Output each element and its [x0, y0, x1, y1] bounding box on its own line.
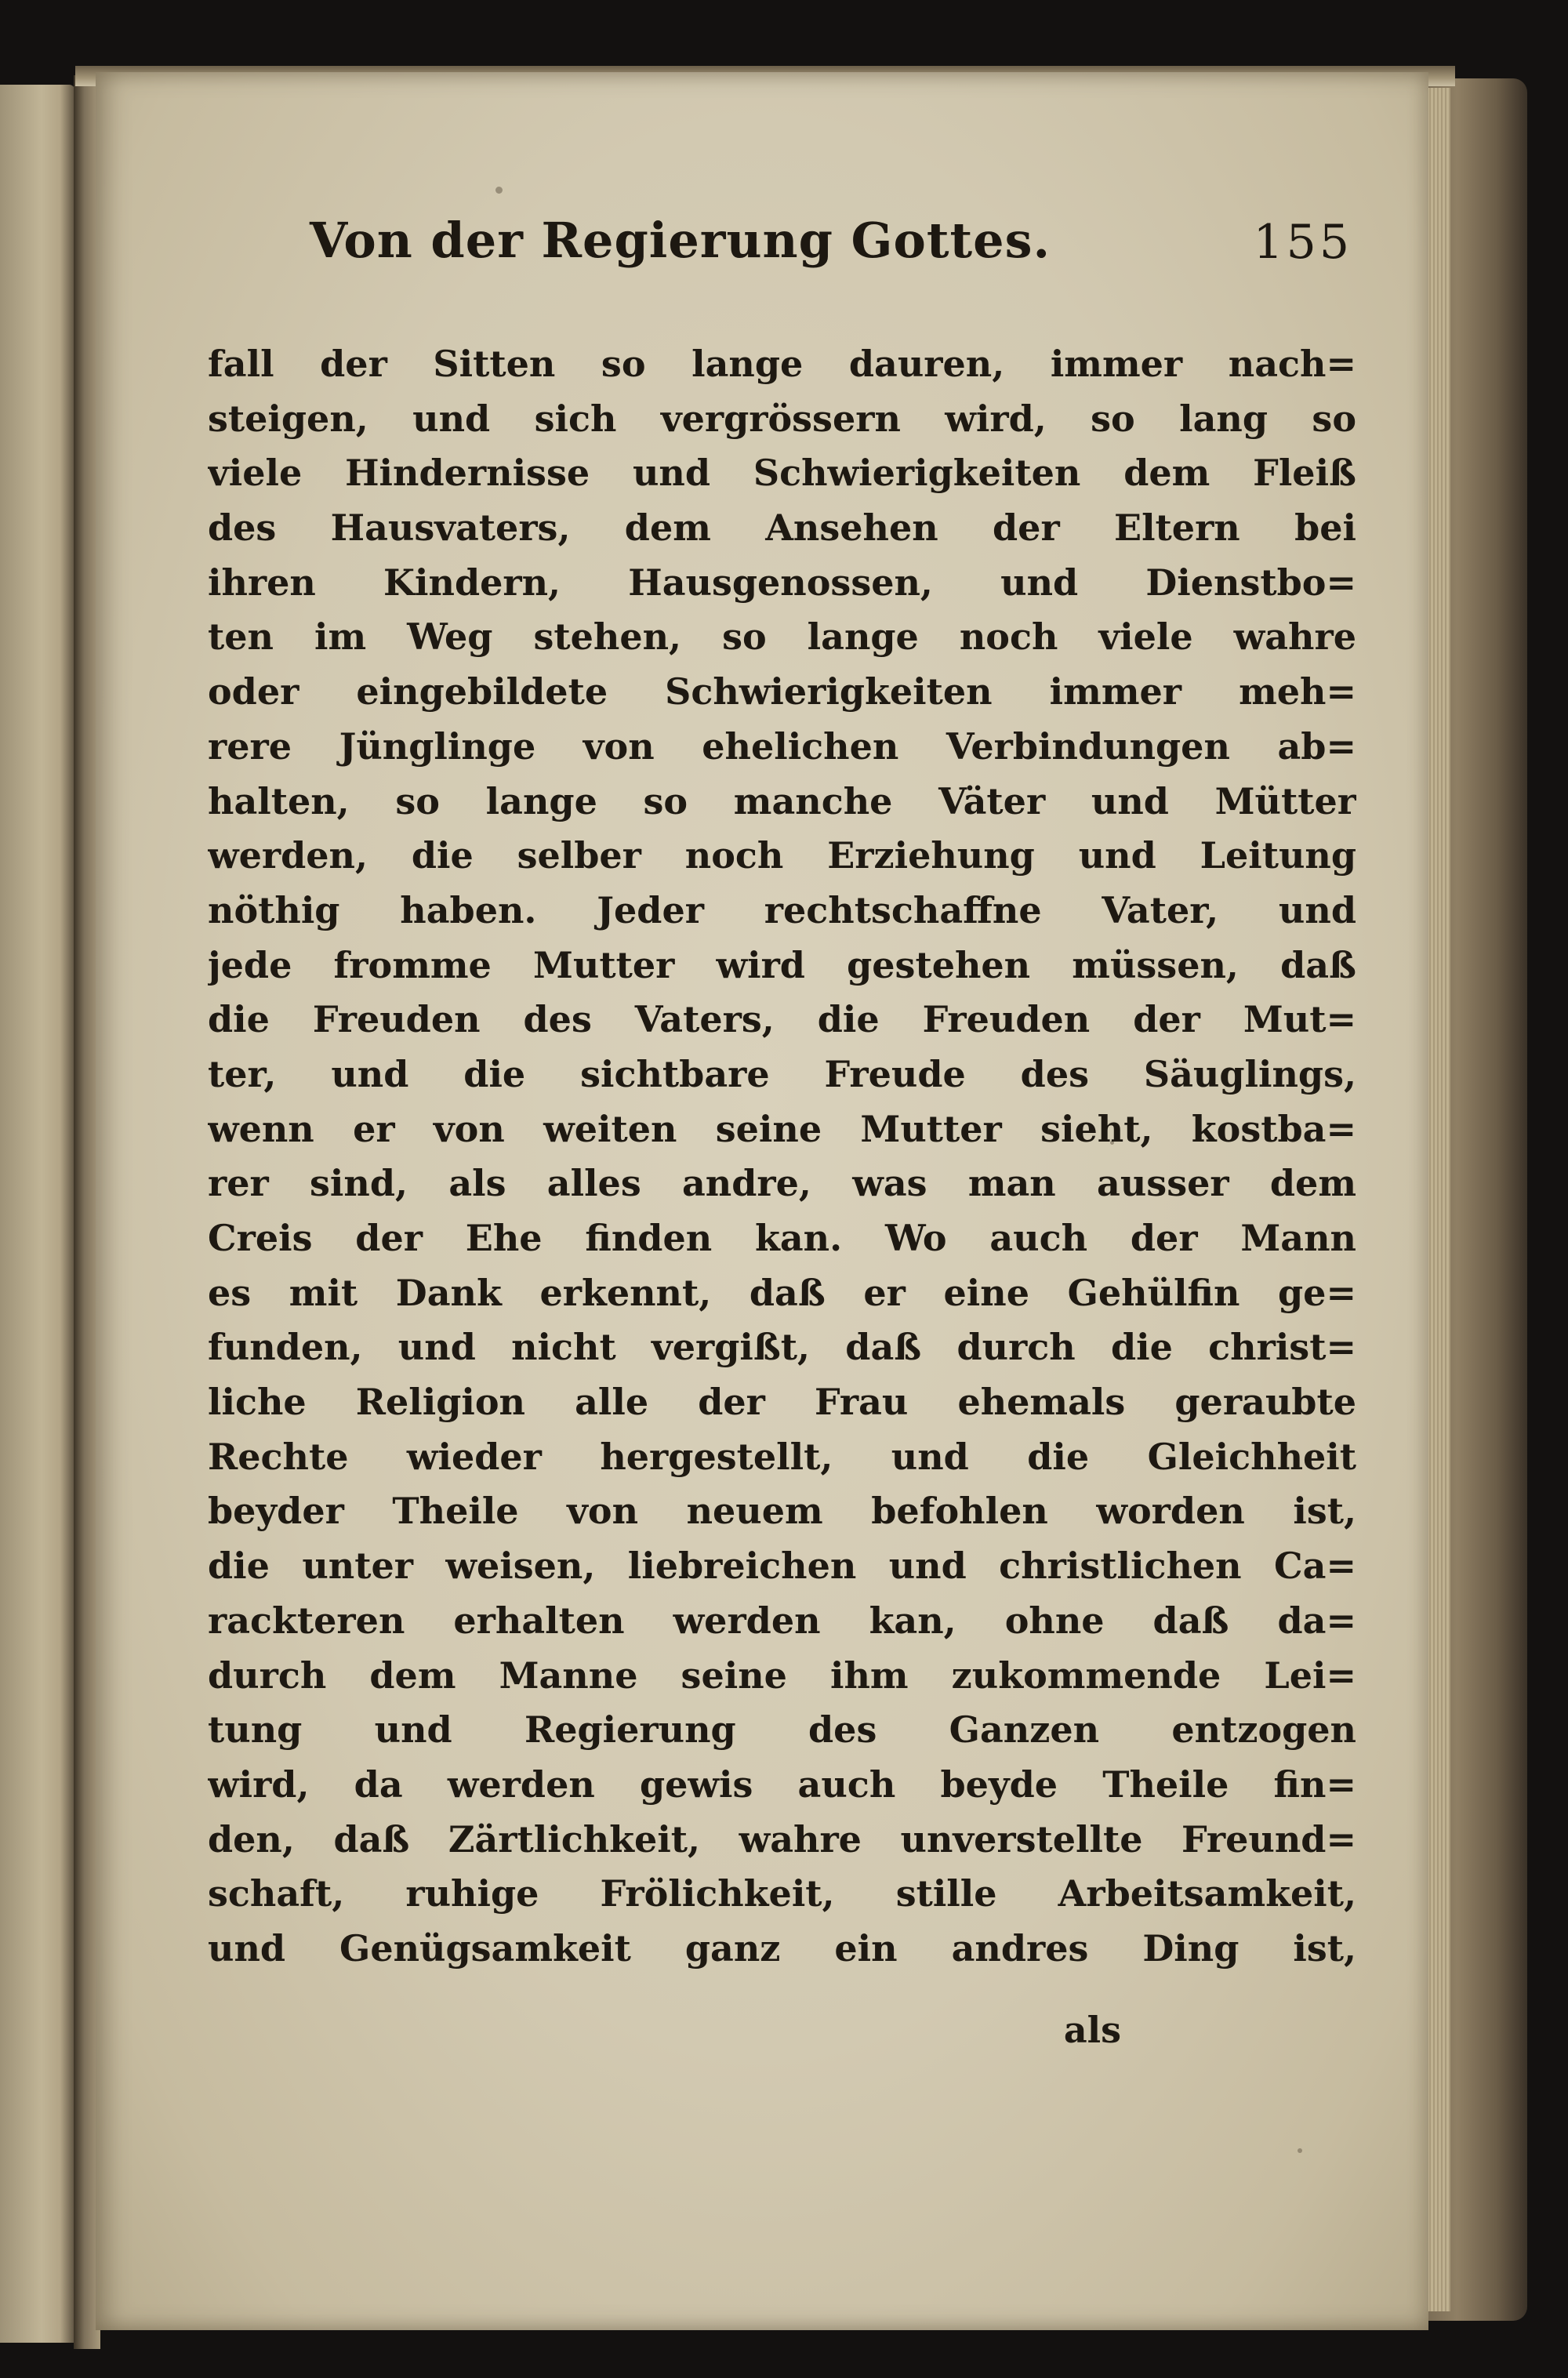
text-line: ter, und die sichtbare Freude des Säuglings, — [208, 1052, 1356, 1095]
page-header — [208, 212, 1352, 298]
text-line: die unter weisen, liebreichen und christlichen Ca= — [208, 1545, 1356, 1588]
text-line: den, daß Zärtlichkeit, wahre unverstellte Freund= — [208, 1817, 1356, 1861]
text-line: durch dem Manne seine ihm zukommende Lei= — [208, 1654, 1356, 1697]
text-line: rer sind, als alles andre, was man ausser dem — [208, 1162, 1356, 1205]
page-number: 155 — [1253, 215, 1352, 270]
text-line: jede fromme Mutter wird gestehen müssen, daß — [208, 943, 1356, 986]
text-line: viele Hindernisse und Schwierigkeiten dem Fleiß — [208, 452, 1356, 495]
left-page-edge — [0, 85, 75, 2343]
catchword: als — [1063, 2009, 1121, 2051]
text-line: halten, so lange so manche Väter und Mütter — [208, 779, 1356, 822]
text-line: und Genügsamkeit ganz ein andres Ding ist, — [208, 1926, 1356, 1970]
text-line: ihren Kindern, Hausgenossen, und Dienstbo= — [208, 561, 1356, 604]
text-line: Rechte wieder hergestellt, und die Gleichheit — [208, 1435, 1356, 1478]
text-line: liche Religion alle der Frau ehemals geraubte — [208, 1381, 1356, 1424]
text-line: steigen, und sich vergrössern wird, so lang so — [208, 397, 1356, 440]
body-text — [208, 337, 1356, 1977]
text-line: des Hausvaters, dem Ansehen der Eltern bei — [208, 506, 1356, 550]
text-line: wird, da werden gewis auch beyde Theile fin= — [208, 1763, 1356, 1806]
text-line: die Freuden des Vaters, die Freuden der Mut= — [208, 998, 1356, 1041]
text-line: Creis der Ehe finden kan. Wo auch der Mann — [208, 1217, 1356, 1259]
paper-speck — [495, 187, 503, 194]
paper-speck — [1298, 2148, 1302, 2153]
text-line: rere Jünglinge von ehelichen Verbindungen ab= — [208, 724, 1356, 768]
text-line: beyder Theile von neuem befohlen worden ist, — [208, 1490, 1356, 1533]
text-line: werden, die selber noch Erziehung und Leitung — [208, 834, 1356, 877]
text-line: ten im Weg stehen, so lange noch viele wahre — [208, 615, 1356, 659]
text-line: es mit Dank erkennt, daß er eine Gehülfin ge= — [208, 1271, 1356, 1314]
text-line: schaft, ruhige Frölichkeit, stille Arbeitsamkeit, — [208, 1872, 1356, 1915]
text-line: tung und Regierung des Ganzen entzogen — [208, 1708, 1356, 1752]
running-title: Von der Regierung Gottes. — [310, 212, 1051, 269]
text-line: rackteren erhalten werden kan, ohne daß da= — [208, 1599, 1356, 1642]
text-line: fall der Sitten so lange dauren, immer nach= — [208, 343, 1356, 385]
text-line: oder eingebildete Schwierigkeiten immer meh= — [208, 670, 1356, 713]
text-line: nöthig haben. Jeder rechtschaffne Vater, und — [208, 888, 1356, 931]
text-line: wenn er von weiten seine Mutter sieht, kostba= — [208, 1107, 1356, 1150]
text-line: funden, und nicht vergißt, daß durch die christ= — [208, 1326, 1356, 1369]
